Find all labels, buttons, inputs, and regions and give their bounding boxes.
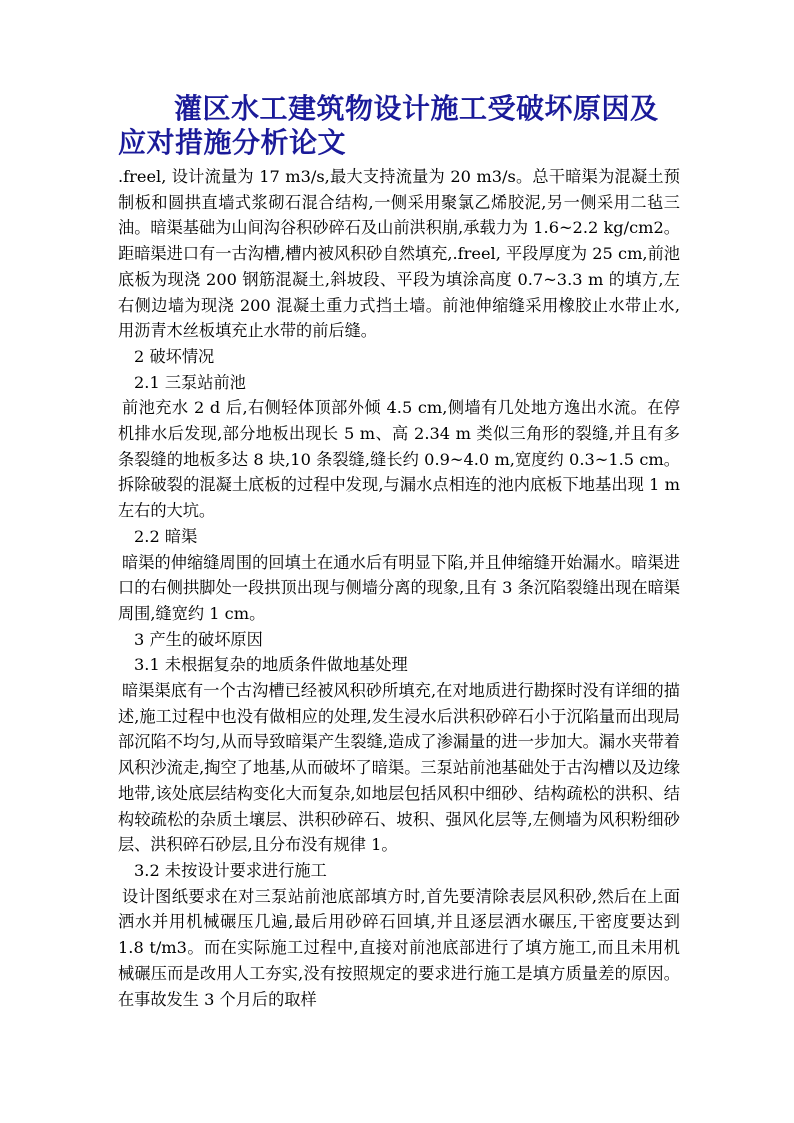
document-body [118, 164, 680, 1012]
paragraph-2-1: 前池充水 2 d 后,右侧轻体顶部外倾 4.5 cm,侧墙有几处地方逸出水流。在停机排水后发现,部分地板出现长 5 m、高 2.34 m 类似三角形的裂缝,并且有多条裂缝的地板多达 8 块,10 条裂缝,缝长约 0.9~4.0 m,宽度约 0.3~1.5 cm。拆除破裂的混凝土底板的过程中发现,与漏水点相连的池内底板下地基出现 1 m 左右的大坑。 [118, 398, 680, 521]
section-heading-3-1: 3.1 未根据复杂的地质条件做地基处理 [134, 655, 408, 675]
paragraph-3-2: 设计图纸要求在对三泵站前池底部填方时,首先要清除表层风积砂,然后在上面洒水并用机械碾压几遍,最后用砂碎石回填,并且逐层洒水碾压,干密度要达到 1.8 t/m3。而在实际施工过程中,直接对前池底部进行了填方施工,而且未用机械碾压而是改用人工夯实,没有按照规定的要求进行施工是填方质量差的原因。在事故发生 3 个月后的取样 [118, 886, 680, 1009]
paragraph-intro: .freel, 设计流量为 17 m3/s,最大支持流量为 20 m3/s。总干暗渠为混凝土预制板和圆拱直墙式浆砌石混合结构,一侧采用聚氯乙烯胶泥,另一侧采用二毡三油。暗渠基础为山间沟谷积砂碎石及山前洪积崩,承载力为 1.6~2.2 kg/cm2。距暗渠进口有一古沟槽,槽内被风积砂自然填充,.freel, 平段厚度为 25 cm,前池底板为现浇 200 钢筋混凝土,斜坡段、平段为填涂高度 0.7~3.3 m 的填方,左右侧边墙为现浇 200 混凝土重力式挡土墙。前池伸缩缝采用橡胶止水带止水,用沥青木丝板填充止水带的前后缝。 [118, 167, 680, 341]
section-heading-2-1: 2.1 三泵站前池 [134, 372, 246, 392]
section-heading-2: 2 破坏情况 [134, 346, 215, 366]
document-page [118, 92, 680, 1012]
section-heading-2-2: 2.2 暗渠 [134, 526, 198, 546]
section-heading-3-2: 3.2 未按设计要求进行施工 [134, 860, 327, 880]
section-heading-3: 3 产生的破坏原因 [134, 629, 263, 649]
paragraph-2-2: 暗渠的伸缩缝周围的回填土在通水后有明显下陷,并且伸缩缝开始漏水。暗渠进口的右侧拱脚处一段拱顶出现与侧墙分离的现象,且有 3 条沉陷裂缝出现在暗渠周围,缝宽约 1 cm。 [118, 552, 680, 623]
paragraph-3-1: 暗渠渠底有一个古沟槽已经被风积砂所填充,在对地质进行勘探时没有详细的描述,施工过程中也没有做相应的处理,发生浸水后洪积砂碎石小于沉陷量而出现局部沉陷不均匀,从而导致暗渠产生裂缝,造成了渗漏量的进一步加大。漏水夹带着风积沙流走,掏空了地基,从而破坏了暗渠。三泵站前池基础处于古沟槽以及边缘地带,该处底层结构变化大而复杂,如地层包括风积中细砂、结构疏松的洪积、结构较疏松的杂质土壤层、洪积砂碎石、坡积、强风化层等,左侧墙为风积粉细砂层、洪积碎石砂层,且分布没有规律 1。 [118, 681, 680, 855]
document-title: 灌区水工建筑物设计施工受破坏原因及应对措施分析论文 [118, 92, 659, 159]
